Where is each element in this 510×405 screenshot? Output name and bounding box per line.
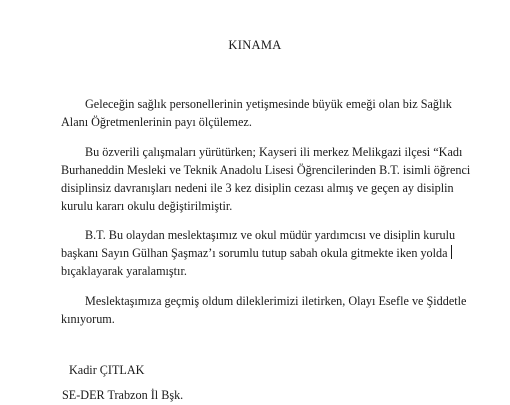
paragraph-line: kınıyorum. xyxy=(61,312,115,326)
paragraph-line: Burhaneddin Mesleki ve Teknik Anadolu Lisesi Öğrencilerinden B.T. isimli öğrenci xyxy=(61,163,471,177)
paragraph-line: Alanı Öğretmenlerinin payı ölçülemez. xyxy=(61,115,252,129)
paragraph-line xyxy=(61,244,501,262)
paragraph-1 xyxy=(61,95,501,131)
paragraph-line: disiplinsiz davranışları nedeni ile 3 kez disiplin cezası almış ve geçen ay disiplin xyxy=(61,181,454,195)
signature-name: Kadir ÇITLAK xyxy=(69,363,145,377)
paragraph-line: bıçaklayarak yaralamıştır. xyxy=(61,264,187,278)
paragraph-3 xyxy=(61,226,501,280)
document-title: KINAMA xyxy=(228,38,282,52)
paragraph-line: B.T. Bu olaydan meslektaşımız ve okul müdür yardımcısı ve disiplin kurulu xyxy=(85,228,456,242)
paragraph-line-text: başkanı Sayın Gülhan Şaşmaz’ı sorumlu tutup sabah okula gitmekte iken yolda xyxy=(61,246,448,260)
text-cursor xyxy=(451,245,452,259)
paragraph-line: kurulu kararı okulu değiştirilmiştir. xyxy=(61,199,233,213)
paragraph-line: Bu özverili çalışmaları yürütürken; Kayseri ili merkez Melikgazi ilçesi “Kadı xyxy=(85,145,463,159)
paragraph-line: Meslektaşımıza geçmiş oldum dileklerimizi iletirken, Olayı Esefle ve Şiddetle xyxy=(85,294,467,308)
paragraph-line: Geleceğin sağlık personellerinin yetişmesinde büyük emeği olan biz Sağlık xyxy=(85,97,452,111)
signature-role: SE-DER Trabzon İl Bşk. xyxy=(62,388,184,402)
paragraph-4 xyxy=(61,292,501,328)
paragraph-2 xyxy=(61,143,501,215)
